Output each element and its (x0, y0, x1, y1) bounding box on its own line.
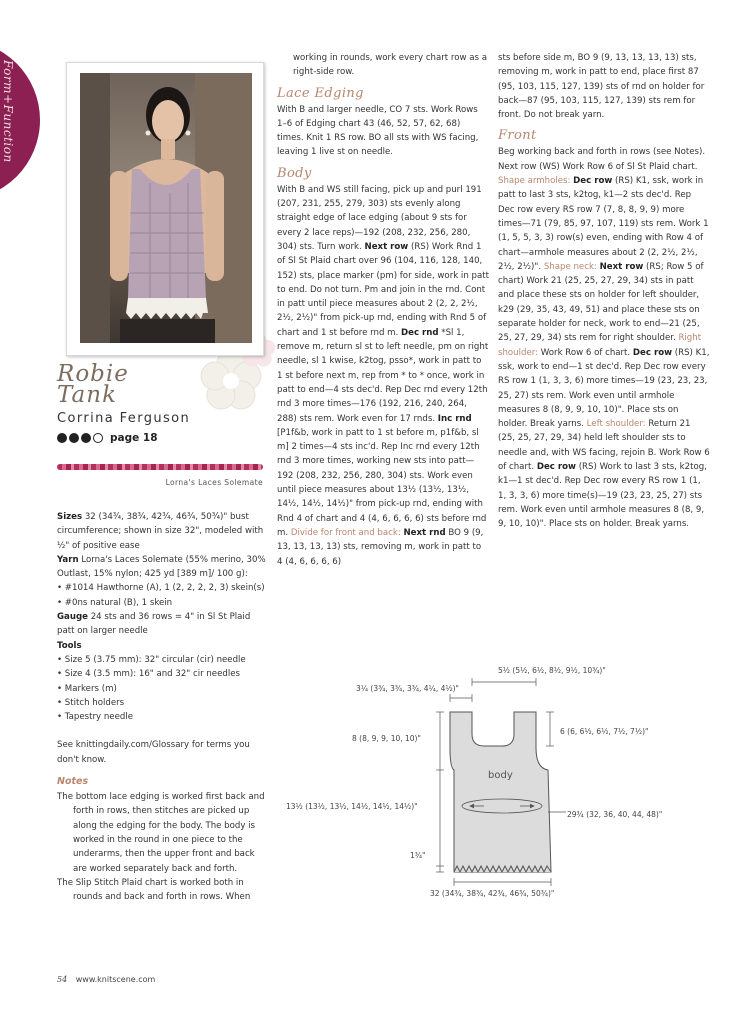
tool-item: • Size 4 (3.5 mm): 16" and 32" cir needles (57, 669, 240, 680)
subheading-shape-armholes: Shape armholes: (498, 176, 571, 187)
body-text (277, 183, 489, 569)
keyword-next-row: Next row (364, 241, 409, 252)
subheading-shape-neck: Shape neck: (543, 261, 597, 272)
body-continued: sts before side m, BO 9 (9, 13, 13, 13, 13) sts, removing m, work in patt to end, place first 87 (95, 103, 115, 127, 139) sts of rnd on holder for back—87 (95, 103, 115, 127, 139) sts rem for front. Do not break yarn. (498, 53, 705, 121)
front-text-part: Beg working back and forth in rows (see Notes). Next row (WS) Work Row 6 of Sl St Plaid chart. (498, 147, 706, 172)
tool-item: • Stitch holders (57, 697, 125, 708)
subheading-left-shoulder: Left shoulder: (586, 419, 646, 430)
front-text-part: (RS) K1, ssk, work in patt to last 3 sts, k2tog, k1—2 sts dec'd. Rep Dec row every RS row 7 (7, 8, 8, 9, 9) more times—71 (79, 85, 97, 107, 119) sts rem. Work 1 (1, 5, 5, 3, 3) row(s) even, ending with Row 4 of chart—armhole measures about 2 (2, 2½, 2½, 2½, 2½)". (498, 176, 709, 272)
schematic-label-top: 5½ (5½, 6½, 8½, 9½, 10¾)" (498, 666, 606, 675)
yarn-item: • #0ns natural (B), 1 skein (57, 597, 173, 608)
notes-heading: Notes (57, 776, 89, 788)
yarn-strand-image (57, 464, 263, 470)
model-photo (80, 73, 252, 343)
model-photo-frame (66, 62, 264, 356)
skill-dot-filled-icon (69, 433, 79, 443)
front-text-part: Work Row 6 of chart. (540, 347, 631, 358)
sizes-text: 32 (34¾, 38¾, 42¾, 46¾, 50¾)" bust circumference; shown in size 32", modeled with ½" of positive ease (57, 512, 264, 551)
schematic-label-edging: 1¾" (410, 851, 426, 860)
lace-edging-text: With B and larger needle, CO 7 sts. Work Rows 1–6 of Edging chart 43 (46, 52, 57, 62, 68) times. Knit 1 RS row. BO all sts with WS facing, leaving 1 live st on needle. (277, 104, 479, 158)
front-text-part: (RS; Row 5 of chart) Work 21 (25, 25, 27, 29, 34) sts in patt and place these sts on holder for left shoulder, k29 (29, 35, 43, 49, 51) and place these sts on separate holder for neck, work to end—21 (25, 25, 27, 29, 34) sts rem for right shoulder. (498, 261, 704, 344)
subheading-right-shoulder: Right shoulder: (498, 333, 702, 358)
tool-item: • Size 5 (3.75 mm): 32" circular (cir) needle (57, 654, 246, 665)
pattern-title-line1: Robie (57, 361, 129, 387)
front-heading: Front (498, 128, 537, 144)
keyword-next-row: Next row (599, 261, 644, 272)
gauge-label: Gauge (57, 612, 88, 623)
page-footer (57, 975, 155, 984)
gauge-text: 24 sts and 36 rows = 4" in Sl St Plaid patt on larger needle (57, 612, 251, 637)
skill-dot-empty-icon (93, 433, 103, 443)
body-text-part: BO 9 (9, 13, 13, 13, 13) sts, removing m, work in patt to 4 (4, 6, 6, 6, 6) (277, 527, 484, 567)
keyword-dec-row: Dec row (573, 176, 613, 187)
schematic-label-neck: 6 (6, 6½, 6½, 7½, 7½)" (560, 727, 649, 736)
gauge-paragraph (57, 610, 269, 639)
page-number: 54 (57, 975, 68, 984)
front-text (498, 145, 710, 531)
section-label: Form+Function (1, 60, 15, 163)
notes-continued: working in rounds, work every chart row as a right-side row. (293, 53, 487, 78)
keyword-dec-rnd: Dec rnd (401, 327, 439, 338)
keyword-next-rnd: Next rnd (403, 527, 446, 538)
front-text-part: (RS) K1, ssk, work to end—1 st dec'd. Rep Dec row every RS row 1 (1, 3, 3, 6) more times—19 (23, 23, 23, 25, 27) sts rem. Work even until armhole measures 8 (8, 9, 9, 10, 10)". Place sts on holder. Break yarns. (498, 347, 710, 430)
skill-dot-filled-icon (81, 433, 91, 443)
front-text-part: (RS) Work to last 3 sts, k2tog, k1—1 st dec'd. Rep Dec row every RS row 1 (1, 1, 3, 3, 6) more time(s)—19 (23, 23, 25, 27) sts rem. Work even until armhole measures 8 (8, 9, 9, 10, 10)". Place sts on holder. Break yarns. (498, 462, 707, 530)
body-text-part: (RS) Work Rnd 1 of Sl St Plaid chart over 96 (104, 116, 128, 140, 152) sts, place marker (pm) for side, work in patt to end. Do not turn. Pm and join in the rnd. Cont in patt until piece measures about 2 (2, 2, 2½, 2½, 2½)" from pick-up rnd, ending with Rnd 5 of chart and 1 st before rnd m. (277, 241, 489, 338)
keyword-inc-rnd: Inc rnd (437, 413, 472, 424)
schematic-label-body: body (488, 770, 513, 781)
instructions-column-right (498, 51, 710, 532)
schematic-label-length: 13½ (13½, 13½, 14½, 14½, 14½)" (286, 802, 418, 811)
tool-item: • Markers (m) (57, 683, 117, 694)
sizes-label: Sizes (57, 512, 83, 522)
schematic-body-shape (450, 712, 551, 872)
skill-dot-filled-icon (57, 433, 67, 443)
tools-label: Tools (57, 640, 82, 651)
skill-level (57, 431, 158, 445)
body-text-part: *Sl 1, remove m, return sl st to left needle, pm on right needle, sl 1 kwise, k2tog, psso*, work in patt to 1 st before next m, rep from * to * once, work in patt to end—4 sts dec'd. Rep Dec rnd every 12th rnd 3 more times—176 (192, 216, 240, 264, 288) sts rem. Work even for 17 rnds. (277, 327, 489, 424)
schematic-label-armhole: 8 (8, 9, 9, 10, 10)" (352, 734, 421, 743)
designer-name: Corrina Ferguson (57, 411, 191, 426)
yarn-caption: Lorna's Laces Solemate (165, 478, 263, 487)
notes-paragraph: The bottom lace edging is worked first back and forth in rows, then stitches are picked up along the edging for the body. The body is worked in the round in one piece to the underarms, then the upper front and back are worked separately back and forth. (57, 792, 265, 874)
schematic-label-circumference: 29¾ (32, 36, 40, 44, 48)" (567, 810, 663, 819)
schematic-label-bottom: 32 (34¾, 38¾, 42¾, 46¾, 50¾)" (430, 889, 555, 898)
keyword-dec-row: Dec row (536, 462, 576, 473)
lace-edging-heading: Lace Edging (277, 85, 364, 101)
footer-url: www.knitscene.com (75, 975, 156, 984)
front-text-part: Return 21 (25, 25, 27, 29, 34) held left shoulder sts to needle and, with WS facing, rejoin B. Work Row 6 of chart. (498, 419, 710, 473)
notes-paragraph: The Slip Stitch Plaid chart is worked both in rounds and back and forth in rows. When (57, 877, 251, 903)
sizes-paragraph (57, 510, 269, 553)
yarn-text: Lorna's Laces Solemate (55% merino, 30% Outlast, 15% nylon; 425 yd [389 m]/ 100 g): (57, 554, 266, 580)
skill-page-reference: page 18 (110, 432, 158, 444)
yarn-paragraph (57, 553, 269, 582)
body-text-part: [P1f&b, work in patt to 1 st before m, p1f&b, sl m] 2 times—4 sts inc'd. Rep Inc rnd every 12th rnd 3 more times, working new sts into patt—192 (208, 232, 256, 280, 304) sts. Work even until piece measures about 13½ (13½, 13½, 14½, 14½, 14½)" from pick-up rnd, ending with Rnd 4 of chart and 4 (4, 6, 6, 6, 6) sts before rnd m. (277, 427, 487, 538)
pattern-title (57, 361, 129, 408)
body-heading: Body (277, 165, 312, 181)
pattern-title-line2: Tank (57, 382, 118, 408)
schematic-label-strap: 3¼ (3¾, 3¾, 3¾, 4¼, 4½)" (356, 684, 460, 693)
yarn-label: Yarn (57, 554, 79, 565)
materials-column (57, 510, 269, 904)
instructions-column-middle (277, 51, 489, 569)
tank-schematic (270, 660, 690, 905)
glossary-note: See knittingdaily.com/Glossary for terms you don't know. (57, 740, 250, 765)
tool-item: • Tapestry needle (57, 712, 133, 723)
keyword-dec-row: Dec row (632, 347, 673, 358)
subheading-divide: Divide for front and back: (290, 527, 401, 538)
yarn-item: • #1014 Hawthorne (A), 1 (2, 2, 2, 2, 3) skein(s) (57, 583, 265, 594)
body-text-part: With B and WS still facing, pick up and purl 191 (207, 231, 255, 279, 303) sts evenly along straight edge of lace edging (about 9 sts for every 2 lace reps)—192 (208, 232, 256, 280, 304) sts. Turn work. (277, 184, 482, 252)
